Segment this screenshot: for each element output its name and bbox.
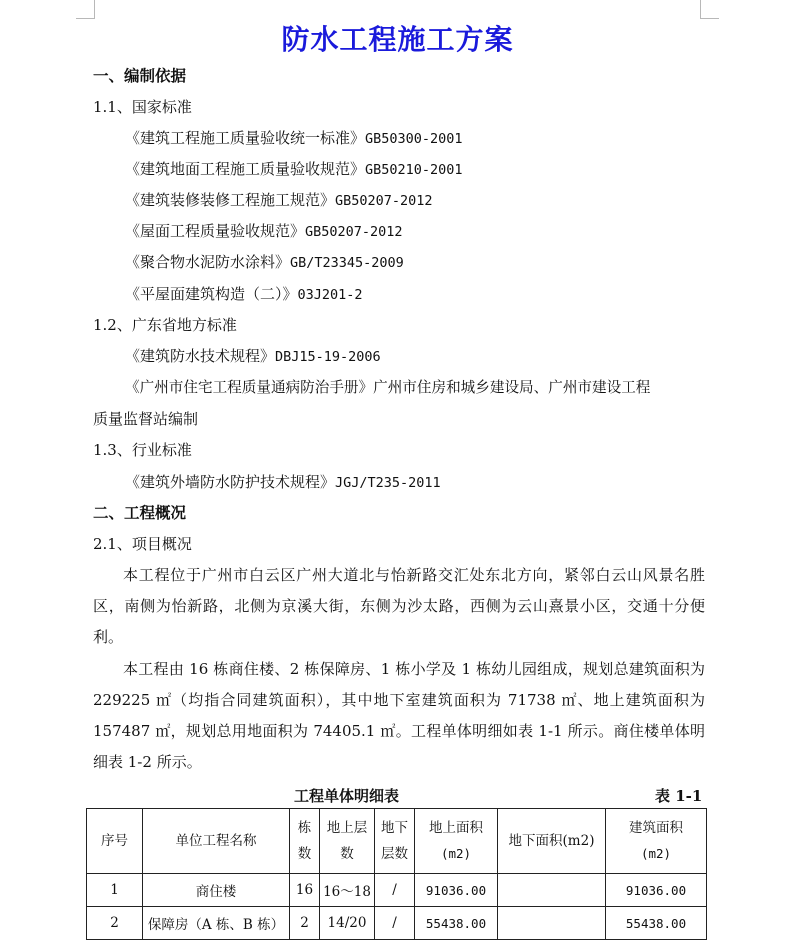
standard-name: 《平屋面建筑构造（二）》	[125, 285, 298, 303]
standard-code: GB50210-2001	[365, 162, 463, 178]
table-header-row	[87, 809, 707, 874]
col-header-no: 序号	[87, 809, 143, 874]
subsection-2-1-heading: 2.1、项目概况	[93, 535, 192, 553]
cell-above-floors: 14/20	[320, 907, 375, 940]
table-number: 表 1-1	[655, 787, 703, 805]
cell-no: 1	[87, 874, 143, 907]
page-corner-mark-right	[700, 0, 719, 19]
standard-name: 《屋面工程质量验收规范》	[125, 222, 306, 240]
col-header-area-below: 地下面积(m2)	[498, 809, 606, 874]
project-scale-paragraph: 本工程由 16 栋商住楼、2 栋保障房、1 栋小学及 1 栋幼儿园组成，规划总建筑面积为 229225 ㎡（均指合同建筑面积），其中地下室建筑面积为 71738 ㎡、地上建筑面积为 157487 ㎡，规划总用地面积为 74405.1 ㎡。工程单体明细如表 1-1 所示。商住楼单体明细表 1-2 所示。	[93, 660, 705, 771]
col-header-name: 单位工程名称	[143, 809, 290, 874]
table-caption: 工程单体明细表	[294, 787, 400, 805]
standard-name: 《建筑工程施工质量验收统一标准》	[125, 129, 366, 147]
table-row	[87, 907, 707, 940]
standard-item-line: 《广州市住宅工程质量通病防治手册》广州市住房和城乡建设局、广州市建设工程	[125, 379, 651, 396]
col-header-above-floors: 地上层 数	[320, 809, 375, 874]
col-header-area-total: 建筑面积 (m2)	[606, 809, 707, 874]
standard-code: 03J201-2	[297, 287, 363, 303]
standard-item	[125, 472, 441, 493]
cell-no: 2	[87, 907, 143, 940]
document-title: 防水工程施工方案	[281, 23, 514, 56]
building-detail-table	[86, 808, 707, 940]
standard-item-line: 质量监督站编制	[93, 410, 199, 428]
section-1-heading: 一、编制依据	[93, 66, 187, 85]
standard-item	[125, 346, 381, 367]
standard-name: 《建筑装修装修工程施工规范》	[125, 191, 336, 209]
standard-code: DBJ15-19-2006	[275, 349, 381, 365]
standard-code: JGJ/T235-2011	[335, 475, 441, 491]
cell-buildings: 16	[290, 874, 320, 907]
standard-name: 《建筑地面工程施工质量验收规范》	[125, 160, 366, 178]
cell-area-below	[498, 907, 606, 940]
standard-code: GB/T23345-2009	[290, 255, 404, 271]
cell-area-total: 55438.00	[606, 907, 707, 940]
standard-name: 《聚合物水泥防水涂料》	[125, 253, 291, 271]
cell-area-below	[498, 874, 606, 907]
standard-code: GB50207-2012	[305, 224, 403, 240]
cell-buildings: 2	[290, 907, 320, 940]
cell-below-floors: /	[375, 874, 415, 907]
cell-above-floors: 16～18	[320, 874, 375, 907]
standard-name: 《建筑外墙防水防护技术规程》	[125, 473, 336, 491]
standard-item	[125, 159, 463, 180]
col-header-area-above: 地上面积 (m2)	[415, 809, 498, 874]
cell-area-total: 91036.00	[606, 874, 707, 907]
standard-code: GB50207-2012	[335, 193, 433, 209]
col-header-buildings: 栋 数	[290, 809, 320, 874]
standard-code: GB50300-2001	[365, 131, 463, 147]
project-location-paragraph: 本工程位于广州市白云区广州大道北与怡新路交汇处东北方向，紧邻白云山风景名胜区，南侧为怡新路，北侧为京溪大街，东侧为沙太路，西侧为云山熹景小区，交通十分便利。	[93, 566, 705, 646]
col-header-below-floors: 地下 层数	[375, 809, 415, 874]
cell-below-floors: /	[375, 907, 415, 940]
cell-area-above: 55438.00	[415, 907, 498, 940]
subsection-1-3-heading: 1.3、行业标准	[93, 441, 192, 459]
standard-item	[125, 190, 433, 211]
standard-item	[125, 284, 363, 305]
subsection-1-1-heading: 1.1、国家标准	[93, 98, 192, 116]
page-corner-mark-left	[76, 0, 95, 19]
section-2-heading: 二、工程概况	[93, 503, 187, 522]
cell-name: 商住楼	[143, 874, 290, 907]
cell-name: 保障房（A 栋、B 栋）	[143, 907, 290, 940]
subsection-1-2-heading: 1.2、广东省地方标准	[93, 316, 237, 334]
standard-item	[125, 128, 463, 149]
table-row	[87, 874, 707, 907]
standard-item	[125, 252, 404, 273]
standard-name: 《建筑防水技术规程》	[125, 347, 276, 365]
standard-item	[125, 221, 403, 242]
cell-area-above: 91036.00	[415, 874, 498, 907]
